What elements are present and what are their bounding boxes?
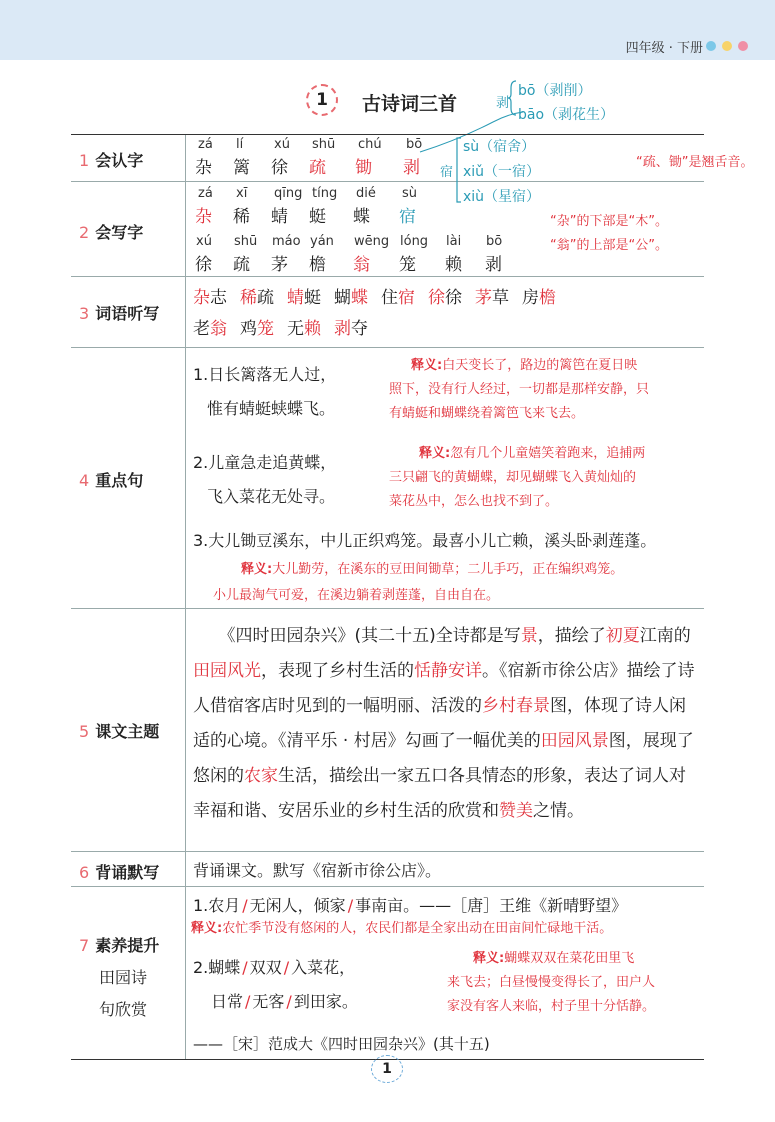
poem-line-1 bbox=[193, 893, 627, 916]
theme-keyword: 田园风景 bbox=[540, 731, 609, 751]
char: 赖 bbox=[445, 255, 462, 275]
section-label bbox=[71, 887, 186, 1059]
brace-icon bbox=[454, 137, 462, 203]
theme-keyword: 农家 bbox=[244, 766, 278, 786]
word-char: 老 bbox=[193, 319, 210, 339]
section-title: 词语听写 bbox=[95, 304, 160, 323]
poem-text: 2.蝴蝶 bbox=[193, 958, 241, 977]
pause-mark: / bbox=[347, 896, 354, 915]
pinyin: bō bbox=[486, 234, 503, 249]
poem-line-2a bbox=[193, 955, 355, 978]
word-char: 志 bbox=[210, 288, 227, 308]
dictation-word bbox=[240, 288, 274, 308]
word-char: 赖 bbox=[304, 319, 321, 339]
poem-line-2b bbox=[211, 989, 358, 1012]
word-char: 蝶 bbox=[351, 288, 368, 308]
section-subtitle-2: 句欣赏 bbox=[99, 1000, 148, 1019]
section-row-recite bbox=[71, 852, 704, 887]
explain-2a: 忽有几个儿童嬉笑着跑来，追捕两 bbox=[450, 446, 646, 461]
write-note-1: “杂”的下部是“木”。 bbox=[550, 214, 668, 229]
pinyin: xú bbox=[196, 234, 212, 249]
dictation-word bbox=[193, 319, 227, 339]
su-note-char: 宿 bbox=[440, 165, 454, 180]
su-reading-2: xiǔ（一宿） bbox=[463, 164, 541, 180]
char: 徐 bbox=[195, 255, 212, 275]
section-title: 素养提升 bbox=[95, 936, 160, 955]
explain-3a: 大儿勤劳，在溪东的豆田间锄草；二儿手巧，正在编织鸡笼。 bbox=[272, 562, 624, 577]
pause-mark: / bbox=[283, 958, 290, 977]
section-label bbox=[71, 277, 186, 347]
pinyin: xī bbox=[236, 186, 248, 201]
explain-1c: 有蜻蜓和蝴蝶绕着篱笆飞来飞去。 bbox=[389, 406, 585, 421]
pinyin: bō bbox=[406, 137, 423, 152]
theme-text: ，表现了乡村生活的 bbox=[261, 661, 414, 681]
theme-text: 《四时田园杂兴》(其二十五)全诗都是写 bbox=[193, 626, 521, 646]
theme-keyword: 景 bbox=[520, 626, 538, 646]
theme-keyword: 初夏 bbox=[605, 626, 640, 646]
section-number: 5 bbox=[79, 722, 90, 741]
section-title: 重点句 bbox=[95, 471, 144, 490]
section-row-recognize bbox=[71, 135, 754, 182]
dictation-word bbox=[287, 288, 321, 308]
pinyin: tíng bbox=[312, 186, 338, 201]
word-char: 剥 bbox=[334, 319, 351, 339]
word-char: 草 bbox=[492, 288, 509, 308]
section-row-key-sentences bbox=[71, 348, 704, 609]
pinyin: xú bbox=[274, 137, 290, 152]
char: 笼 bbox=[399, 255, 416, 275]
char: 疏 bbox=[233, 255, 250, 275]
explain-1b: 照下，没有行人经过，一切都是那样安静，只 bbox=[389, 382, 650, 397]
theme-text: ，描绘了 bbox=[537, 626, 606, 646]
poem-text: 事南亩。——［唐］王维《新晴野望》 bbox=[355, 896, 628, 915]
char: 杂 bbox=[195, 207, 212, 227]
word-char: 蜓 bbox=[304, 288, 321, 308]
sentence-1a: 1.日长篱落无人过， bbox=[193, 365, 337, 384]
sentence-3: 3.大儿锄豆溪东，中儿正织鸡笼。最喜小儿亡赖，溪头卧剥莲蓬。 bbox=[193, 531, 657, 550]
theme-text: 之情。 bbox=[533, 801, 584, 821]
poem-text: 日常 bbox=[211, 992, 244, 1011]
pause-mark: / bbox=[245, 992, 251, 1011]
explain-label: 释义: bbox=[411, 358, 443, 373]
word-char: 茅 bbox=[475, 288, 492, 308]
decor-dot-yellow-icon bbox=[722, 41, 732, 51]
section-title: 课文主题 bbox=[95, 722, 160, 741]
char: 茅 bbox=[271, 255, 288, 275]
char: 宿 bbox=[399, 207, 416, 227]
section-number: 6 bbox=[79, 863, 90, 882]
section-title: 背诵默写 bbox=[95, 863, 160, 882]
explain-label: 释义: bbox=[473, 951, 505, 966]
word-char: 无 bbox=[287, 319, 304, 339]
decor-dot-blue-icon bbox=[706, 41, 716, 51]
dictation-word bbox=[240, 319, 274, 339]
poem-text: 入菜花， bbox=[291, 958, 356, 977]
section-row-dictation bbox=[71, 277, 704, 348]
pinyin: qīng bbox=[274, 186, 303, 201]
poem-text: 无客 bbox=[252, 992, 285, 1011]
char: 稀 bbox=[233, 207, 250, 227]
pause-mark: / bbox=[286, 992, 292, 1011]
recognize-note: “疏、锄”是翘舌音。 bbox=[636, 155, 754, 170]
poem-text: 无闲人，倾家 bbox=[249, 896, 346, 915]
char: 杂 bbox=[195, 158, 212, 178]
section-row-enrichment bbox=[71, 887, 704, 1060]
dictation-word bbox=[475, 288, 509, 308]
pinyin: dié bbox=[356, 186, 376, 201]
pinyin: shū bbox=[312, 137, 336, 152]
bo-reading-1: bō（剥削） bbox=[518, 83, 592, 99]
word-char: 笼 bbox=[257, 319, 274, 339]
section-label bbox=[71, 182, 186, 276]
theme-text: 图，体现了诗人闲适的心境。《清平乐 · 村居》勾画了一幅优美的 bbox=[193, 696, 686, 751]
page-number: 1 bbox=[371, 1055, 403, 1083]
pinyin: lí bbox=[236, 137, 244, 152]
sentence-1b: 惟有蜻蜓蛱蝶飞。 bbox=[207, 399, 336, 418]
theme-keyword: 恬静安详 bbox=[414, 661, 482, 681]
section-number: 7 bbox=[79, 936, 90, 955]
poem-source: ——［宋］范成大《四时田园杂兴》(其十五) bbox=[193, 1035, 490, 1053]
pinyin: sù bbox=[402, 186, 418, 201]
word-char: 杂 bbox=[193, 288, 210, 308]
section-label bbox=[71, 135, 186, 181]
theme-keyword: 赞美 bbox=[499, 801, 533, 821]
explain-poem-2c: 家没有客人来临，村子里十分恬静。 bbox=[447, 999, 656, 1014]
dictation-word bbox=[193, 288, 227, 308]
theme-text: 。《宿新市徐公店》描绘了诗人借宿客店时见到的一幅明丽、活泼的 bbox=[193, 661, 695, 716]
char: 剥 bbox=[403, 158, 420, 178]
pinyin: yán bbox=[310, 234, 334, 249]
section-subtitle-1: 田园诗 bbox=[99, 968, 148, 987]
decor-dot-pink-icon bbox=[738, 41, 748, 51]
pinyin: lài bbox=[446, 234, 462, 249]
pinyin: zá bbox=[198, 137, 213, 152]
theme-text: 生活，描绘出一家五口各具情态的形象，表达了词人对幸福和谐、安居乐业的乡村生活的欣赏和 bbox=[193, 766, 686, 821]
char: 蜓 bbox=[309, 207, 326, 227]
pinyin: zá bbox=[198, 186, 213, 201]
char: 檐 bbox=[309, 255, 326, 275]
char: 疏 bbox=[309, 158, 326, 178]
word-char: 住 bbox=[381, 288, 398, 308]
section-number: 1 bbox=[79, 151, 90, 170]
su-reading-1: sù（宿舍） bbox=[463, 139, 536, 155]
explain-label: 释义: bbox=[191, 921, 223, 936]
word-char: 檐 bbox=[539, 288, 556, 308]
theme-keyword: 田园风光 bbox=[193, 661, 261, 681]
bo-note-char: 剥 bbox=[496, 96, 510, 111]
explain-2c: 菜花丛中，怎么也找不到了。 bbox=[389, 494, 559, 509]
dictation-word bbox=[522, 288, 556, 308]
pinyin: máo bbox=[272, 234, 301, 249]
word-char: 夺 bbox=[351, 319, 368, 339]
bo-reading-2: bāo（剥花生） bbox=[518, 107, 615, 123]
word-char: 鸡 bbox=[240, 319, 257, 339]
grade-label: 四年级 · 下册 bbox=[625, 41, 703, 56]
word-char: 蝴 bbox=[334, 288, 351, 308]
word-char: 徐 bbox=[445, 288, 462, 308]
word-char: 疏 bbox=[257, 288, 274, 308]
dictation-word bbox=[287, 319, 321, 339]
pinyin: shū bbox=[234, 234, 258, 249]
dictation-word bbox=[334, 288, 368, 308]
section-row-write bbox=[71, 182, 704, 277]
study-table bbox=[71, 134, 754, 1060]
explain-poem-2a: 蝴蝶双双在菜花田里飞 bbox=[504, 951, 635, 966]
char: 篱 bbox=[233, 158, 250, 178]
dictation-word bbox=[381, 288, 415, 308]
word-char: 徐 bbox=[428, 288, 445, 308]
su-reading-3: xiù（星宿） bbox=[463, 189, 541, 205]
theme-text: 江南的 bbox=[639, 626, 691, 646]
char: 蜻 bbox=[271, 207, 288, 227]
explain-2b: 三只翩飞的黄蝴蝶，却见蝴蝶飞入黄灿灿的 bbox=[389, 470, 637, 485]
section-title: 会写字 bbox=[95, 223, 144, 242]
sentence-2a: 2.儿童急走追黄蝶， bbox=[193, 453, 337, 472]
pinyin: wēng bbox=[354, 234, 390, 249]
section-number: 3 bbox=[79, 304, 90, 323]
poem-text: 双双 bbox=[249, 958, 282, 977]
sentence-2b: 飞入菜花无处寻。 bbox=[207, 487, 336, 506]
dictation-word bbox=[334, 319, 368, 339]
explain-label: 释义: bbox=[419, 446, 451, 461]
theme-paragraph bbox=[193, 619, 698, 829]
char: 剥 bbox=[485, 255, 502, 275]
char: 蝶 bbox=[353, 207, 370, 227]
recite-instruction: 背诵课文。默写《宿新市徐公店》。 bbox=[193, 861, 442, 880]
section-number: 4 bbox=[79, 471, 90, 490]
char: 翁 bbox=[353, 255, 370, 275]
section-label bbox=[71, 609, 186, 851]
section-row-theme bbox=[71, 609, 704, 852]
pinyin: lóng bbox=[400, 234, 429, 249]
poem-text: 1.农月 bbox=[193, 896, 241, 915]
pause-mark: / bbox=[242, 896, 248, 915]
theme-keyword: 乡村春景 bbox=[482, 696, 550, 716]
char: 徐 bbox=[271, 158, 288, 178]
word-char: 蜻 bbox=[287, 288, 304, 308]
word-char: 宿 bbox=[398, 288, 415, 308]
section-title: 会认字 bbox=[95, 151, 144, 170]
write-note-2: “翁”的上部是“公”。 bbox=[550, 238, 668, 253]
word-char: 稀 bbox=[240, 288, 257, 308]
explain-poem-2b: 来飞去；白昼慢慢变得长了，田户人 bbox=[447, 975, 656, 990]
poem-text: 到田家。 bbox=[293, 992, 358, 1011]
char: 锄 bbox=[355, 158, 372, 178]
dictation-word bbox=[428, 288, 462, 308]
section-label bbox=[71, 348, 186, 608]
theme-text: 图，展现了悠闲的 bbox=[193, 731, 694, 786]
word-char: 房 bbox=[522, 288, 539, 308]
explain-label: 释义: bbox=[241, 562, 273, 577]
pause-mark: / bbox=[242, 958, 248, 977]
explain-1a: 白天变长了，路边的篱笆在夏日映 bbox=[442, 358, 638, 373]
word-char: 翁 bbox=[210, 319, 227, 339]
explain-3b: 小儿最淘气可爱，在溪边躺着剥莲蓬，自由自在。 bbox=[213, 588, 500, 603]
section-label bbox=[71, 852, 186, 886]
pinyin: chú bbox=[358, 137, 382, 152]
lesson-number: 1 bbox=[306, 84, 338, 116]
lesson-title: 古诗词三首 bbox=[362, 93, 458, 115]
explain-poem-1: 农忙季节没有悠闲的人，农民们都是全家出动在田亩间忙碌地干活。 bbox=[222, 921, 613, 936]
section-number: 2 bbox=[79, 223, 90, 242]
